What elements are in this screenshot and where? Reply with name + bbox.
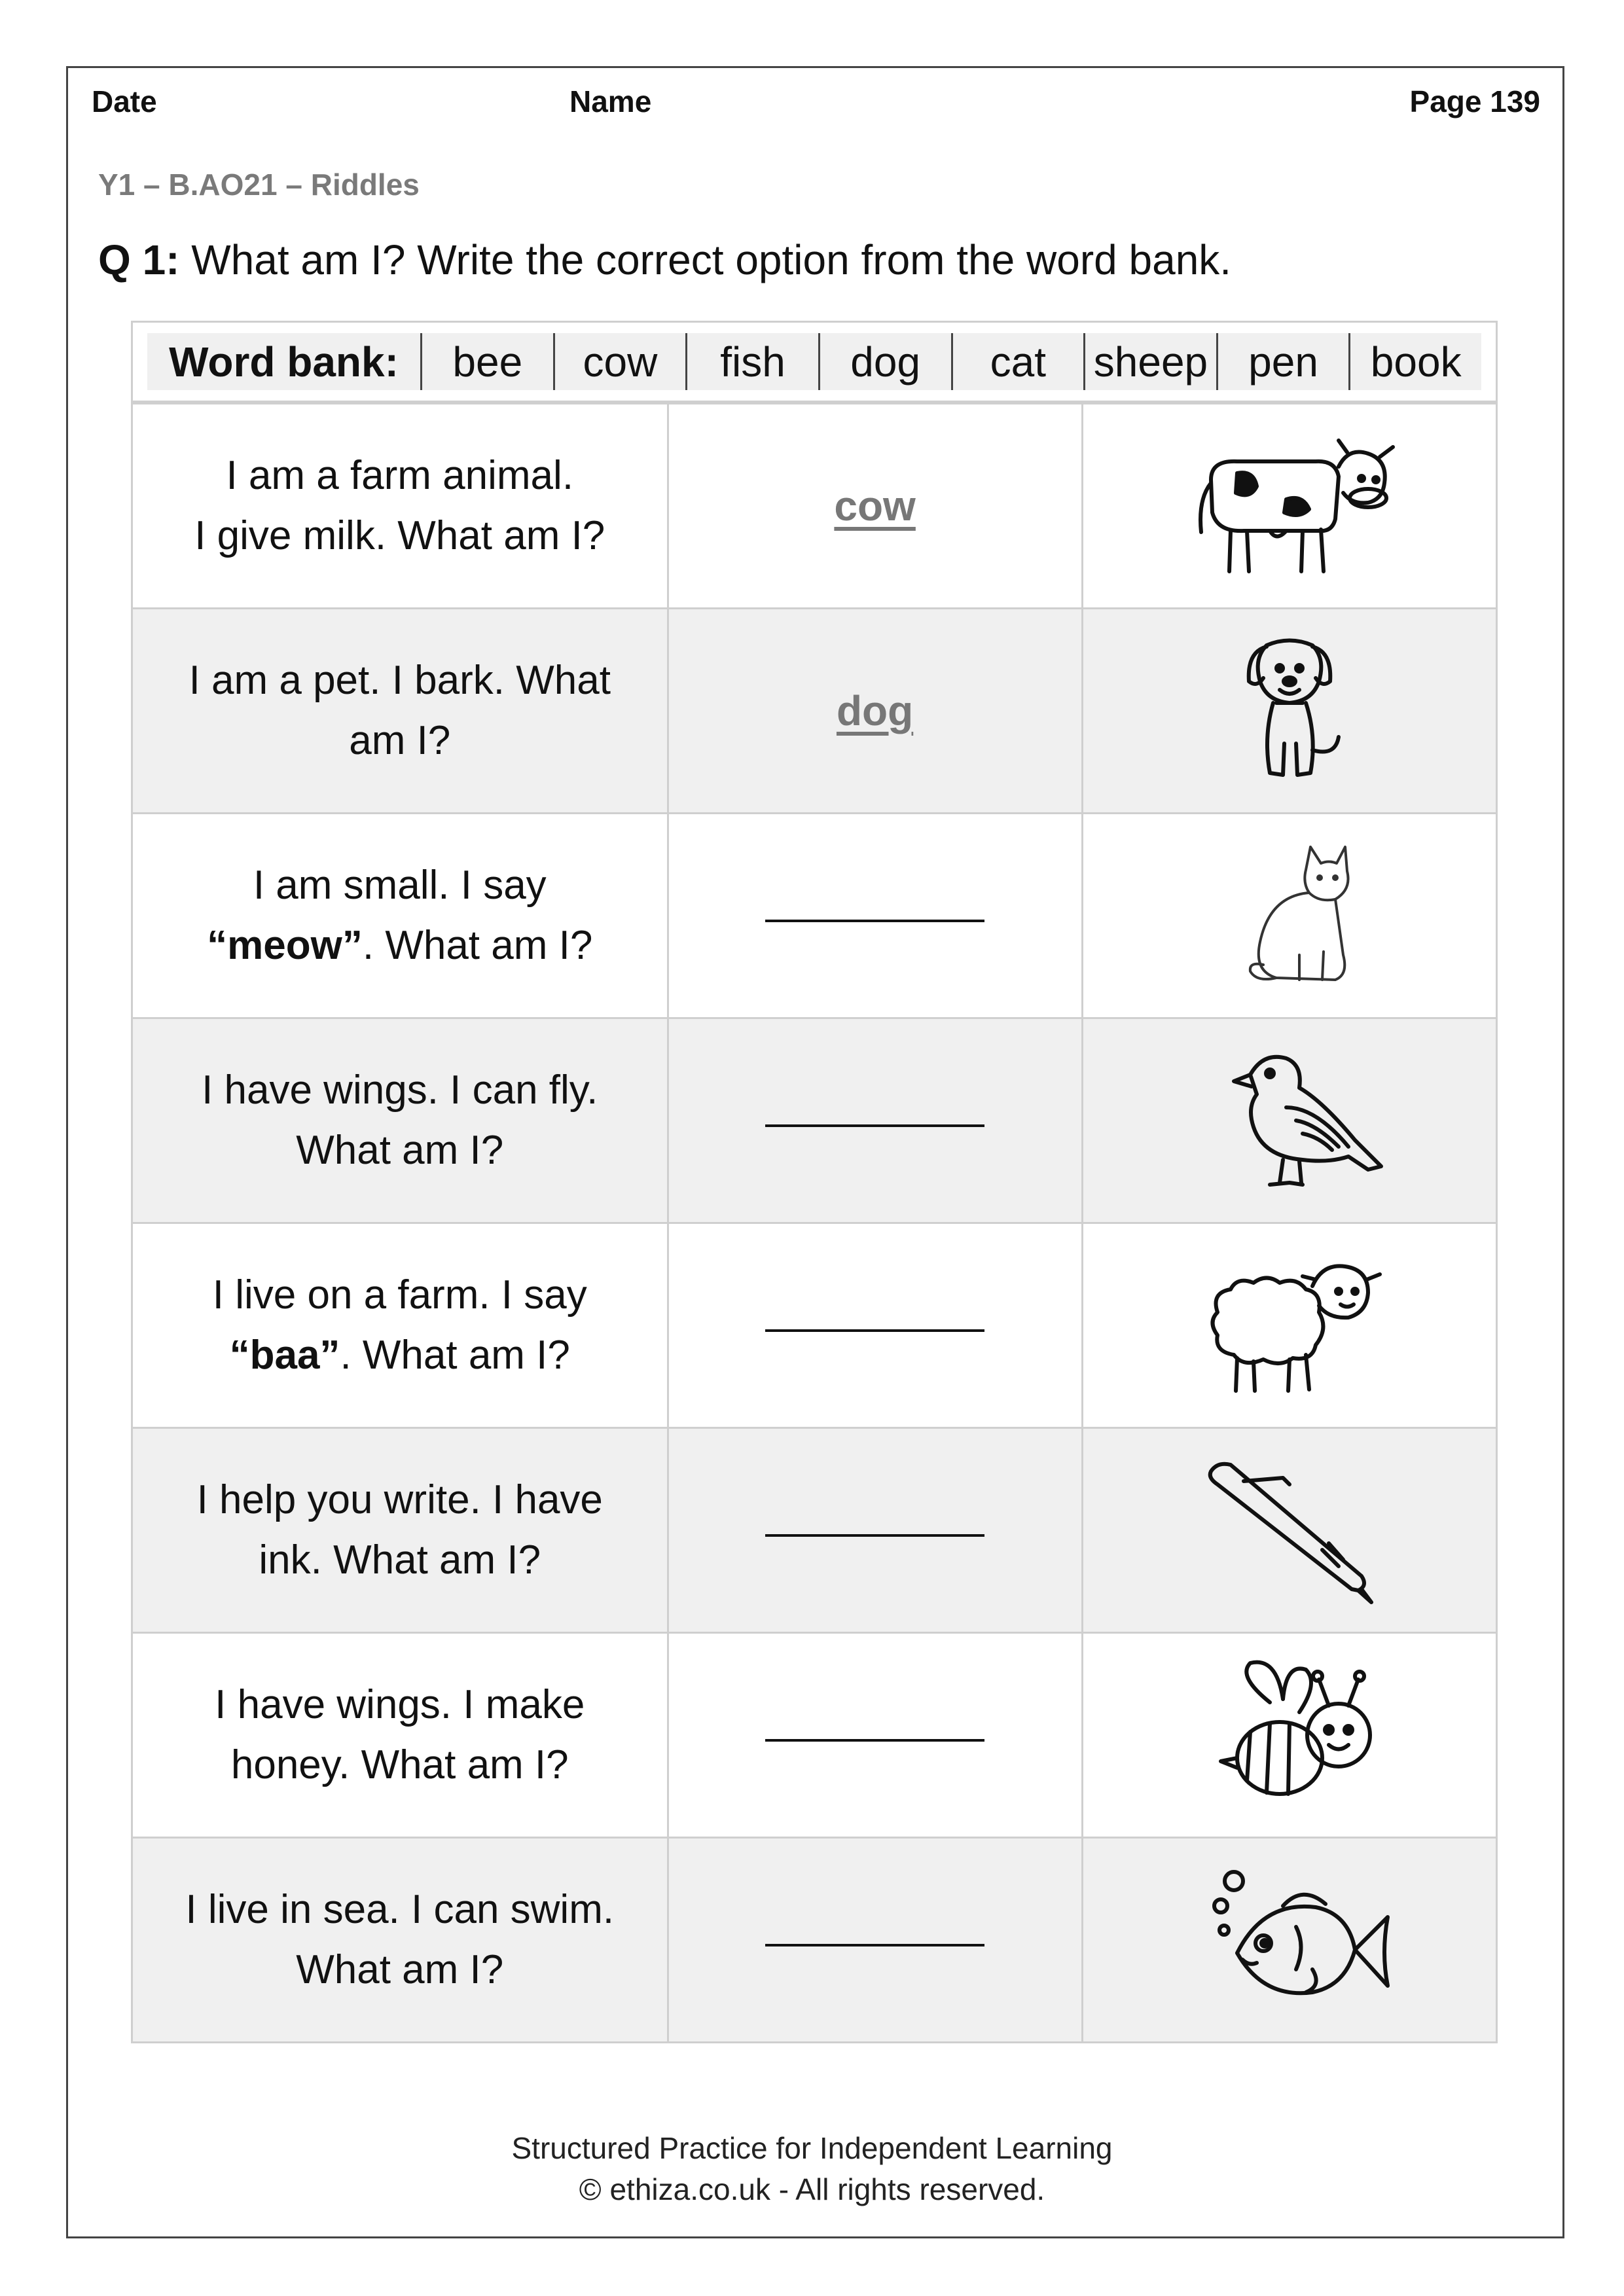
picture-cell [1082, 1633, 1496, 1838]
cow-icon [1172, 421, 1407, 591]
sheep-icon [1172, 1240, 1407, 1410]
answer-blank-line [765, 1329, 984, 1332]
answer-blank-line [765, 1944, 984, 1946]
table-row [132, 609, 1497, 814]
table-row [132, 1018, 1497, 1223]
word-bank-word: cow [555, 333, 688, 390]
dog-icon [1172, 626, 1407, 796]
word-bank-word: sheep [1085, 333, 1218, 390]
page-number: Page 139 [1409, 84, 1540, 118]
word-bank-word: pen [1218, 333, 1351, 390]
answer-blank-line [765, 920, 984, 922]
filled-answer: cow [834, 482, 916, 529]
table-row [132, 1223, 1497, 1428]
table-row [132, 1838, 1497, 2043]
riddle-clue: I have wings. I make honey. What am I? [132, 1633, 668, 1838]
riddle-clue: I live on a farm. I say “baa”. What am I? [132, 1223, 668, 1428]
picture-cell [1082, 609, 1496, 814]
date-label: Date [92, 84, 157, 118]
answer-blank-line [765, 1534, 984, 1537]
riddle-clue: I live in sea. I can swim. What am I? [132, 1838, 668, 2043]
cat-icon [1172, 831, 1407, 1001]
answer-cell[interactable] [668, 814, 1082, 1018]
fish-icon [1172, 1855, 1407, 2025]
picture-cell [1082, 1223, 1496, 1428]
table-row [132, 814, 1497, 1018]
riddle-clue: I help you write. I have ink. What am I? [132, 1428, 668, 1633]
footer-copyright: © ethiza.co.uk - All rights reserved. [579, 2172, 1045, 2206]
answer-cell[interactable] [668, 1838, 1082, 2043]
picture-cell [1082, 404, 1496, 609]
riddle-clue: I have wings. I can fly. What am I? [132, 1018, 668, 1223]
filled-answer: dog [836, 687, 914, 734]
bee-icon [1172, 1650, 1407, 1820]
question-number: Q 1: [98, 236, 180, 283]
word-bank-word: bee [422, 333, 555, 390]
riddle-clue: I am small. I say “meow”. What am I? [132, 814, 668, 1018]
name-label: Name [569, 84, 652, 118]
answer-blank-line [765, 1124, 984, 1127]
picture-cell [1082, 1018, 1496, 1223]
word-bank-word: dog [820, 333, 953, 390]
picture-cell [1082, 1838, 1496, 2043]
table-row [132, 404, 1497, 609]
word-bank [131, 321, 1498, 403]
bird-icon [1172, 1035, 1407, 1206]
answer-cell[interactable] [668, 1633, 1082, 1838]
word-bank-word: cat [953, 333, 1086, 390]
question-text: What am I? Write the correct option from the word bank. [179, 236, 1232, 283]
table-row [132, 1633, 1497, 1838]
word-bank-word: book [1370, 338, 1462, 386]
riddle-table [131, 403, 1498, 2043]
answer-cell[interactable] [668, 1018, 1082, 1223]
answer-cell[interactable] [668, 609, 1082, 814]
answer-blank-line [765, 1739, 984, 1742]
picture-cell [1082, 1428, 1496, 1633]
word-bank-label: Word bank: [147, 333, 422, 390]
question-heading [98, 236, 1231, 284]
footer-tagline: Structured Practice for Independent Learning [511, 2131, 1113, 2165]
answer-cell[interactable] [668, 1223, 1082, 1428]
pen-icon [1172, 1445, 1407, 1615]
picture-cell [1082, 814, 1496, 1018]
riddle-clue: I am a farm animal. I give milk. What am I? [132, 404, 668, 609]
table-row [132, 1428, 1497, 1633]
answer-cell[interactable] [668, 404, 1082, 609]
riddle-clue: I am a pet. I bark. What am I? [132, 609, 668, 814]
word-bank-word: fish [687, 333, 820, 390]
answer-cell[interactable] [668, 1428, 1082, 1633]
worksheet-code: Y1 – B.AO21 – Riddles [98, 168, 420, 202]
